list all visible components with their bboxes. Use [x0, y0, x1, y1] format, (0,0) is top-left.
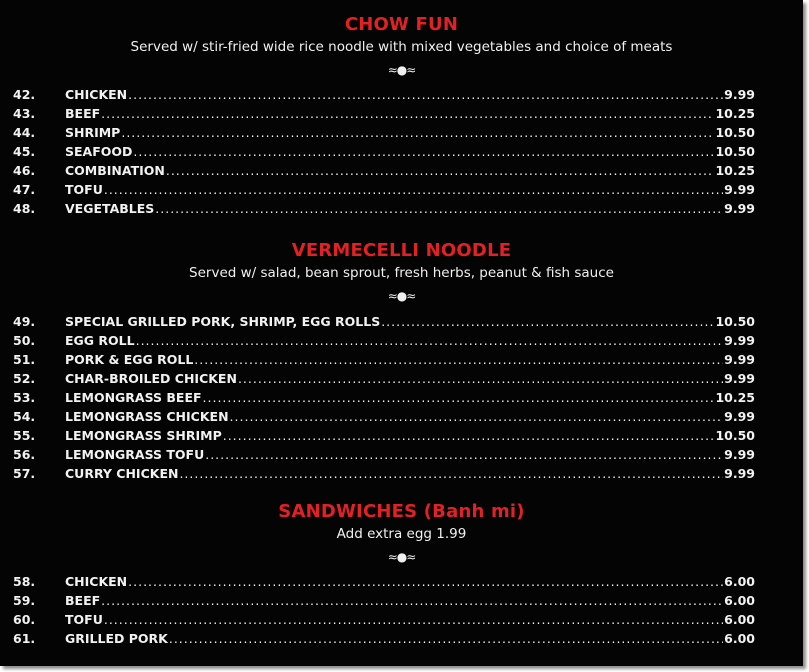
item-number: 45. — [13, 144, 36, 159]
item-name: EGG ROLL — [65, 333, 135, 348]
dot-leader — [223, 426, 715, 445]
item-price: 6.00 — [724, 593, 755, 608]
dot-leader — [203, 388, 715, 407]
item-number: 42. — [13, 87, 36, 102]
divider-ornament: ≈●≈ — [387, 550, 416, 564]
section-title: SANDWICHES (Banh mi) — [278, 501, 525, 522]
item-name: TOFU — [65, 182, 103, 197]
item-price: 10.50 — [715, 144, 755, 159]
item-name: SHRIMP — [65, 125, 121, 140]
section-subtitle: Served w/ salad, bean sprout, fresh herbs, peanut & fish sauce — [189, 265, 614, 281]
menu-item — [0, 610, 803, 629]
menu-item — [0, 199, 803, 218]
section-subtitle: Served w/ stir-fried wide rice noodle with mixed vegetables and choice of meats — [130, 39, 673, 55]
dot-leader — [238, 369, 723, 388]
item-name: TOFU — [65, 612, 103, 627]
section-title: VERMECELLI NOODLE — [291, 240, 512, 261]
menu-item — [0, 331, 803, 350]
item-name: LEMONGRASS SHRIMP — [65, 428, 222, 443]
item-name: CHICKEN — [65, 574, 128, 589]
item-number: 51. — [13, 352, 36, 367]
item-name: LEMONGRASS CHICKEN — [65, 409, 229, 424]
dot-leader — [381, 312, 714, 331]
item-name: CURRY CHICKEN — [65, 466, 179, 481]
item-price: 9.99 — [724, 182, 755, 197]
item-name: BEEF — [65, 106, 101, 121]
menu-item — [0, 369, 803, 388]
item-price: 9.99 — [724, 371, 755, 386]
divider-ornament: ≈●≈ — [387, 63, 416, 77]
dot-leader — [128, 85, 723, 104]
dot-leader — [205, 445, 723, 464]
dot-leader — [101, 591, 723, 610]
menu-item — [0, 445, 803, 464]
item-name: COMBINATION — [65, 163, 165, 178]
item-number: 50. — [13, 333, 36, 348]
item-price: 9.99 — [724, 447, 755, 462]
item-number: 49. — [13, 314, 36, 329]
dot-leader — [128, 572, 723, 591]
menu-item — [0, 123, 803, 142]
item-name: PORK & EGG ROLL — [65, 352, 194, 367]
item-number: 44. — [13, 125, 36, 140]
item-price: 6.00 — [724, 631, 755, 646]
item-number: 60. — [13, 612, 36, 627]
item-price: 9.99 — [724, 201, 755, 216]
item-number: 61. — [13, 631, 36, 646]
item-number: 52. — [13, 371, 36, 386]
item-price: 9.99 — [724, 87, 755, 102]
dot-leader — [101, 104, 714, 123]
item-price: 10.25 — [715, 106, 755, 121]
item-price: 9.99 — [724, 466, 755, 481]
menu-item — [0, 407, 803, 426]
menu-item — [0, 388, 803, 407]
item-number: 43. — [13, 106, 36, 121]
item-number: 47. — [13, 182, 36, 197]
dot-leader — [121, 123, 714, 142]
menu-item — [0, 629, 803, 648]
section-header-sandwiches — [0, 501, 803, 565]
menu-item — [0, 85, 803, 104]
item-number: 57. — [13, 466, 36, 481]
dot-leader — [104, 610, 723, 629]
dot-leader — [133, 142, 714, 161]
item-number: 55. — [13, 428, 36, 443]
menu-item — [0, 161, 803, 180]
dot-leader — [169, 629, 723, 648]
item-number: 46. — [13, 163, 36, 178]
item-price: 10.50 — [715, 314, 755, 329]
item-name: GRILLED PORK — [65, 631, 168, 646]
section-header-chow-fun — [0, 14, 803, 78]
menu-item — [0, 312, 803, 331]
item-price: 9.99 — [724, 352, 755, 367]
item-name: CHICKEN — [65, 87, 128, 102]
item-price: 10.50 — [715, 428, 755, 443]
item-name: BEEF — [65, 593, 101, 608]
item-number: 53. — [13, 390, 36, 405]
menu-item — [0, 426, 803, 445]
divider-ornament: ≈●≈ — [387, 289, 416, 303]
dot-leader — [136, 331, 724, 350]
section-header-vermecelli-noodle — [0, 240, 803, 304]
item-price: 10.25 — [715, 163, 755, 178]
item-name: CHAR-BROILED CHICKEN — [65, 371, 237, 386]
dot-leader — [155, 199, 723, 218]
dot-leader — [230, 407, 724, 426]
section-title: CHOW FUN — [344, 14, 459, 35]
menu-item — [0, 591, 803, 610]
menu-item — [0, 464, 803, 483]
menu-item — [0, 350, 803, 369]
dot-leader — [194, 350, 723, 369]
dot-leader — [179, 464, 723, 483]
item-number: 48. — [13, 201, 36, 216]
item-number: 58. — [13, 574, 36, 589]
item-name: VEGETABLES — [65, 201, 155, 216]
item-price: 10.25 — [715, 390, 755, 405]
item-price: 9.99 — [724, 409, 755, 424]
item-name: SEAFOOD — [65, 144, 133, 159]
item-number: 54. — [13, 409, 36, 424]
item-name: LEMONGRASS BEEF — [65, 390, 202, 405]
menu-item — [0, 142, 803, 161]
item-price: 6.00 — [724, 612, 755, 627]
item-name: SPECIAL GRILLED PORK, SHRIMP, EGG ROLLS — [65, 314, 381, 329]
item-name: LEMONGRASS TOFU — [65, 447, 205, 462]
item-number: 59. — [13, 593, 36, 608]
dot-leader — [104, 180, 723, 199]
menu-item — [0, 572, 803, 591]
item-price: 10.50 — [715, 125, 755, 140]
section-subtitle: Add extra egg 1.99 — [336, 526, 467, 542]
item-price: 9.99 — [724, 333, 755, 348]
dot-leader — [166, 161, 715, 180]
menu-item — [0, 180, 803, 199]
menu-item — [0, 104, 803, 123]
item-number: 56. — [13, 447, 36, 462]
item-price: 6.00 — [724, 574, 755, 589]
